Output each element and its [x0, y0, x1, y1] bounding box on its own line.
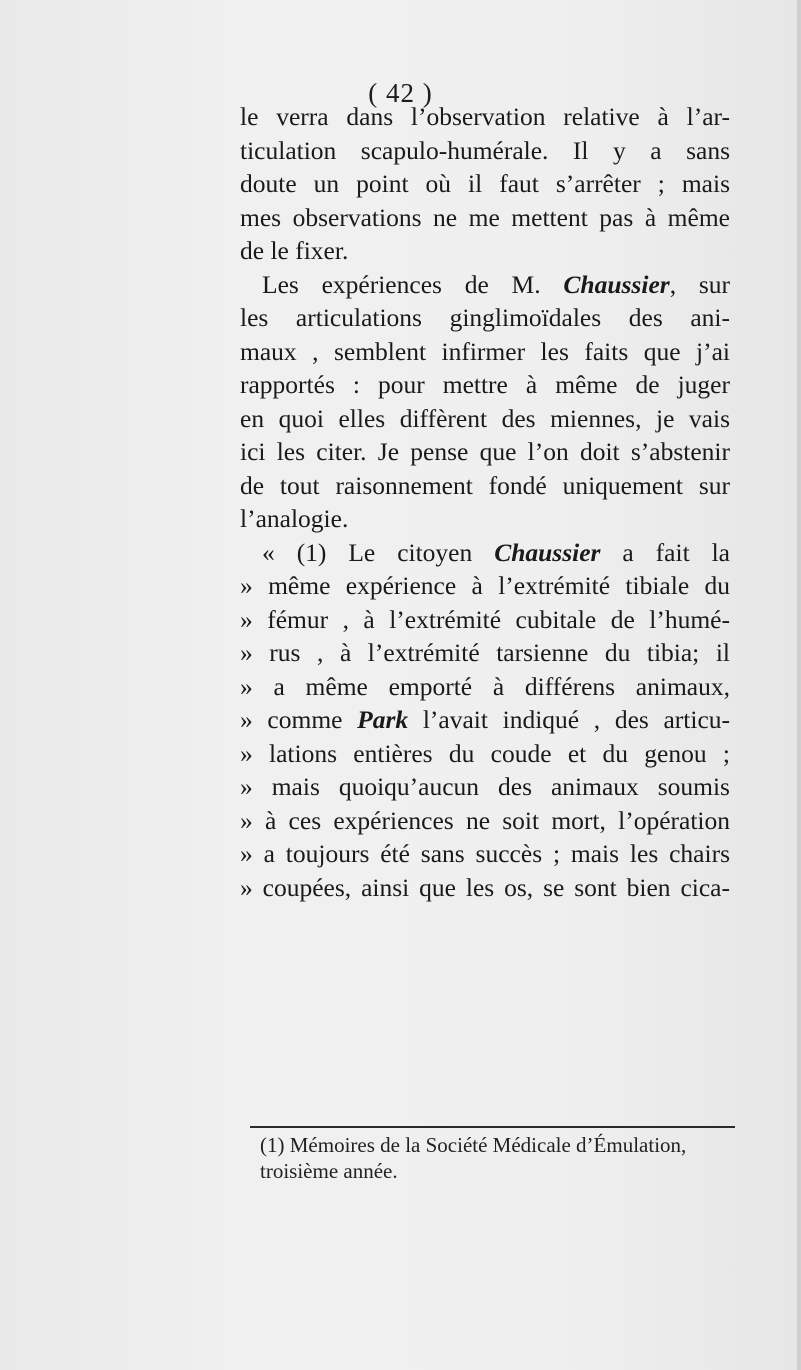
author-name: Chaussier: [563, 269, 670, 299]
text-line: rapportés : pour mettre à même de juger: [240, 370, 730, 399]
text-line: le verra dans l’observation relative à l’ar-: [240, 102, 730, 131]
text-line: mes observations ne me mettent pas à même: [240, 202, 730, 232]
text-line: l’analogie.: [240, 504, 349, 533]
text-line: de le fixer.: [240, 236, 349, 265]
text-line: » coupées, ainsi que les os, se sont bien cica-: [240, 872, 730, 902]
text-fragment: l’avait indiqué , des articu-: [422, 705, 731, 734]
text-line: en quoi elles diffèrent des miennes, je vais: [240, 403, 730, 433]
paragraph-2: [240, 268, 730, 536]
text-line: [240, 268, 730, 302]
text-line: doute un point où il faut s’arrêter ; mais: [240, 169, 730, 198]
page-edge-shadow: [797, 0, 801, 1370]
text-line: [240, 536, 730, 570]
text-line: » à ces expériences ne soit mort, l’opération: [240, 805, 730, 835]
text-line: [240, 703, 730, 737]
text-fragment: Les expériences de M.: [262, 269, 541, 299]
text-line: maux , semblent infirmer les faits que j’ai: [240, 336, 730, 366]
footnote-divider: [250, 1126, 735, 1128]
text-line: » mais quoiqu’aucun des animaux soumis: [240, 772, 730, 801]
author-name: Chaussier: [494, 537, 601, 567]
text-fragment: , sur: [669, 269, 731, 299]
footnote: [260, 1132, 730, 1184]
text-line: » a même emporté à différens animaux,: [240, 671, 730, 701]
paragraph-1: [240, 100, 730, 268]
text-fragment: » comme: [240, 705, 343, 734]
text-line: » rus , à l’extrémité tarsienne du tibia; il: [240, 638, 730, 667]
text-line: de tout raisonnement fondé uniquement sur: [240, 470, 730, 500]
quotation: [240, 536, 730, 905]
text-line: les articulations ginglimoïdales des ani-: [240, 303, 730, 332]
text-line: » a toujours été sans succès ; mais les chairs: [240, 839, 730, 868]
text-line: » même expérience à l’extrémité tibiale du: [240, 571, 730, 600]
text-line: » lations entières du coude et du genou ;: [240, 738, 730, 768]
text-fragment: « (1) Le citoyen: [262, 537, 473, 567]
text-line: ticulation scapulo-humérale. Il y a sans: [240, 135, 730, 165]
text-fragment: a fait la: [622, 537, 730, 567]
author-name: Park: [357, 705, 409, 734]
footnote-line: (1) Mémoires de la Société Médicale d’Émulation,: [260, 1133, 687, 1157]
page-number: ( 42 ): [368, 78, 433, 108]
text-line: ici les citer. Je pense que l’on doit s’abstenir: [240, 437, 730, 466]
text-line: » fémur , à l’extrémité cubitale de l’humé-: [240, 604, 730, 634]
main-text: [240, 100, 730, 904]
footnote-line: troisième année.: [260, 1159, 398, 1183]
